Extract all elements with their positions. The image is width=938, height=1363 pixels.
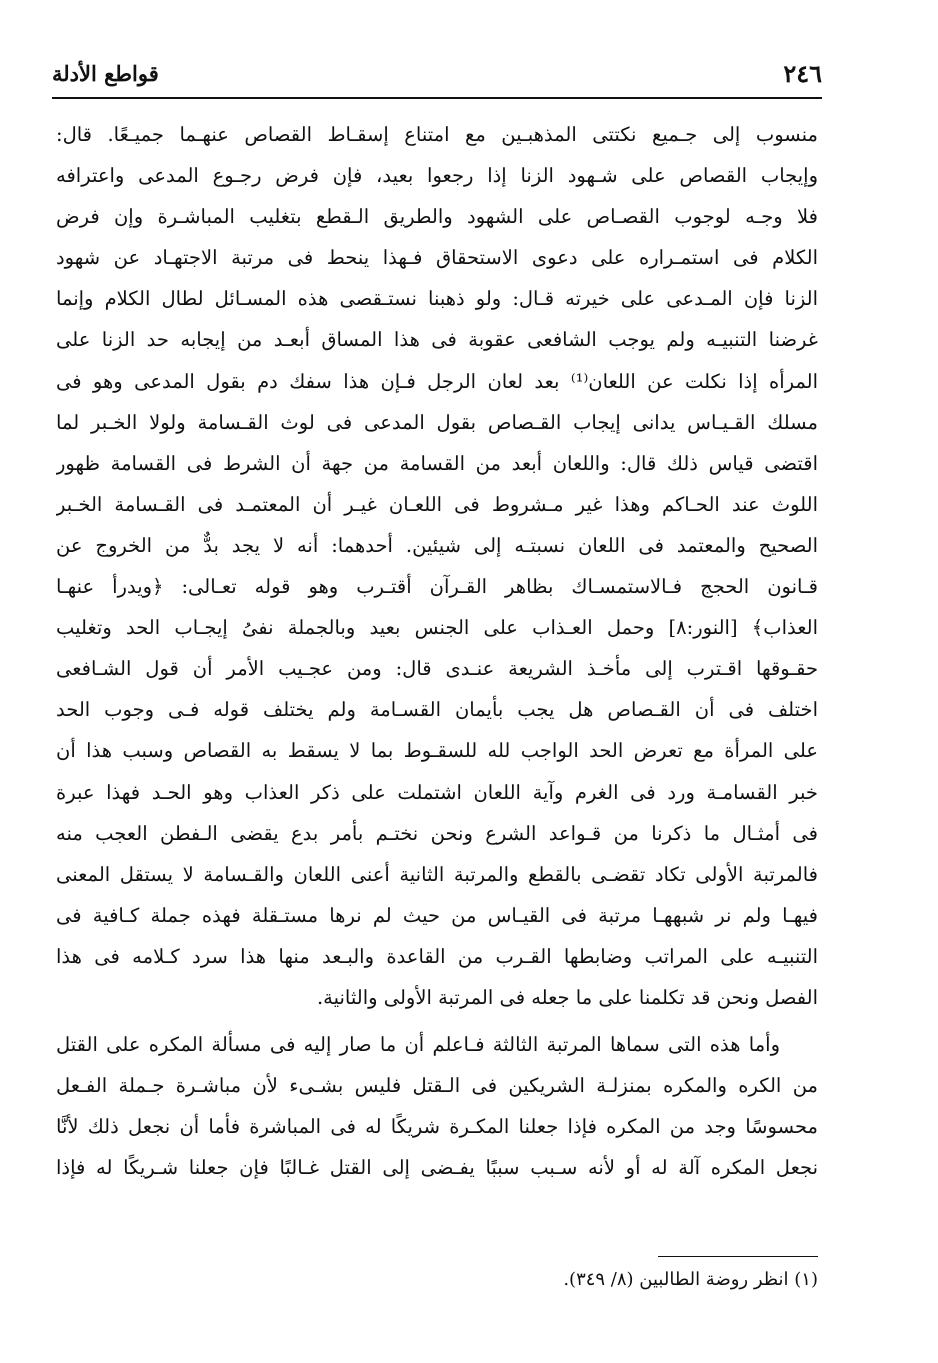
text-line: على المرأة مع تعرض الحد الواجب لله للسقـوط بما لا يسقط به القصاص وسبب هذا أن [56,739,818,763]
text-line: فيهـا ولم نر شبههـا مرتبة فى القيـاس من حيث لم نرها مستـقلة فهذه جملة كـافية فى [56,903,818,927]
footnote: (١) انظر روضة الطالبين (٨/ ٣٤٩). [563,1269,818,1290]
page-header [52,56,822,96]
text-line: وإيجاب القصاص على شـهود الزنا إذا رجعوا بعيد، فإن فرض رجـوع المدعى واعترافه [56,164,818,188]
paragraph-2 [56,1024,818,1188]
text-line: محسوسًا وجد من المكره فإذا جعلنا المكـرة شريكًا له فى المباشرة فأما أن نجعل ذلك لأنَّا [56,1115,818,1139]
text-line: الزنا فإن المـدعى على خيرته قـال: ولو ذهبنا نستـقصى هذه المسـائل لطال الكلام وإنما [56,287,818,311]
text-line: الصحيح والمعتمد فى اللعان نسبتـه إلى شيئين. أحدهما: أنه لا يجد بدٌّ من الخروج عن [56,533,818,557]
text-line: فالمرتبة الأولى تكاد تقضـى بالقطع والمرتبة الثانية أعنى اللعان والقـسامة لا يستقل المعنى [56,862,818,886]
footnote-rule [658,1256,818,1257]
header-rule [52,97,822,99]
text-line: المرأه إذا نكلت عن اللعان⁽¹⁾ بعد لعان الرجل فـإن هذا سفك دم بقول المدعى وهو فى [56,369,818,393]
text-line: فلا وجـه لوجوب القصـاص على الشهود والطريق الـقطع بتغليب المباشـرة وإن فرض [56,205,818,229]
text-line: خبر القسامـة ورد فى الغرم وآية اللعان اشتملت على ذكر العذاب وهو الحـد فهذا عبرة [56,780,818,804]
body-text [56,114,818,1188]
running-title: قواطع الأدلة [52,61,159,86]
text-line: اللوث عند الحـاكم وهذا غير مـشروط فى اللعـان غيـر أن المعتمـد فى القـسامة الخـبر [56,492,818,516]
text-line: فى أمثـال ما ذكرنا من قـواعد الشرع ونحن نختـم بأمر بدع يقضى الـفطن العجب منه [56,821,818,845]
text-line: غرضنا التنبيـه ولم يوجب الشافعى عقوبة فى هذا المساق أبعـد من إيجابه حد الزنا على [56,328,818,352]
text-line: مسلك القـيـاس يدانى إيجاب القـصاص بقول المدعى فى لوث القـسامة ولولا الخـبر لما [56,410,818,434]
text-line: وأما هذه التى سماها المرتبة الثالثة فـاعلم أن ما صار إليه فى مسألة المكره على القتل [56,1033,780,1057]
text-line: اختلف فى أن القـصاص هل يجب بأيمان القسـامة ولم يختلف قوله فـى وجوب الحد [56,698,818,722]
text-line: من الكره والمكره بمنزلـة الشريكين فى الـقتل فليس بشـىء لأن مباشـرة جـملة الفـعل [56,1074,818,1098]
text-line: العذاب﴾ [النور:٨] وحمل العـذاب على الجنس بعيد وبالجملة نفىُ إيجـاب الحد وتغليب [56,616,818,640]
text-line: الفصل ونحن قد تكلمنا على ما جعله فى المرتبة الأولى والثانية. [316,985,818,1009]
text-line: نجعل المكره آلة له أو لأنه سـبب سببًا يفـضى إلى القتل غـالبًا فإن جعلنا شـريكًا له فإذا [56,1156,818,1180]
text-line: التنبيـه على المراتب وضابطها القـرب من القاعدة والبـعد منها هذا سرد كـلامه فى هذا [56,944,818,968]
text-line: اقتضى قياس ذلك قال: واللعان أبعد من القسامة من جهة أن الشرط فى القسامة ظهور [56,451,818,475]
paragraph-1 [56,114,818,1018]
text-line: منسوب إلى جـميع نكتتى المذهبـين مع امتناع إسقـاط القصاص عنهـما جميـعًا. قال: [56,123,818,146]
text-line: حقـوقها اقـترب إلى مأخـذ الشريعة عنـدى قال: ومن عجـيب الأمر أن قول الشـافعى [56,657,818,681]
text-line: قـانون الحجج فـالاستمسـاك بظاهر القـرآن أقتـرب وهو قوله تعـالى: ﴿ويدرأ عنهـا [56,575,818,599]
text-line: الكلام فى استمـراره على دعوى الاستحقاق فـهذا ينحط فى مرتبة الاجتهـاد عن شهود [56,246,818,270]
page-number: ٢٤٦ [783,59,822,88]
